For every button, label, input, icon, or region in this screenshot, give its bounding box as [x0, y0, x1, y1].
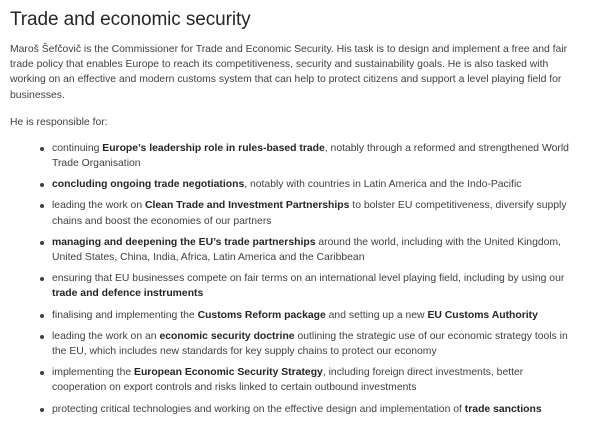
list-item-emphasis: trade and defence instruments: [52, 288, 204, 300]
bullet-icon: [40, 371, 44, 375]
list-item-text: protecting critical technologies and working on the effective design and implementation of: [52, 403, 465, 415]
list-item-emphasis: concluding ongoing trade negotiations: [52, 179, 245, 191]
bullet-icon: [40, 408, 44, 412]
list-item-emphasis: European Economic Security Strategy: [134, 367, 323, 379]
page-title: Trade and economic security: [10, 9, 251, 30]
list-item: [40, 177, 580, 192]
intro-paragraph: Maroš Šefčovič is the Commissioner for Trade and Economic Security. His task is to design and implement a free and fair trade policy that enables Europe to reach its competitiveness, security and sustainability goals. He is also tasked with working on an effective and modern customs system that can help to protect citizens and support a level playing field for businesses.: [10, 44, 568, 101]
list-item-text: to bolster EU competitiveness, diversify supply chains and boost the economies of our partners: [52, 200, 567, 227]
list-item-text: implementing the: [52, 367, 135, 379]
list-item-emphasis: Customs Reform package: [197, 309, 326, 321]
list-item-emphasis: EU Customs Authority: [427, 309, 538, 321]
list-item-text: ensuring that EU businesses compete on fair terms on an international level playing field, including by using our: [52, 273, 565, 285]
list-item-text: , notably through a reformed and strengthened World Trade Organisation: [52, 142, 569, 170]
list-item-emphasis: trade sanctions: [464, 403, 542, 415]
list-item-text: outlining the strategic use of our economic strategy tools in the EU, which includes new standards for key supply chains to protect our economy: [52, 330, 568, 358]
list-item-text: leading the work on: [52, 200, 145, 212]
list-item-text: finalising and implementing the: [52, 309, 198, 321]
list-item: [40, 141, 580, 171]
list-item-text: continuing: [52, 142, 103, 154]
list-item-text: , notably with countries in Latin America and the Indo-Pacific: [244, 179, 522, 191]
list-item-emphasis: Clean Trade and Investment Partnerships: [145, 200, 350, 212]
list-item-text: and setting up a new: [325, 309, 428, 321]
list-item: [40, 365, 580, 395]
bullet-icon: [40, 277, 44, 281]
list-item: [40, 402, 580, 417]
bullet-icon: [40, 335, 44, 339]
list-item-emphasis: managing and deepening the EU’s trade partnerships: [52, 236, 316, 248]
responsibilities-list: [10, 141, 580, 417]
list-item-emphasis: economic security doctrine: [159, 330, 295, 342]
list-item: [40, 198, 580, 228]
bullet-icon: [40, 183, 44, 187]
list-item: [40, 308, 580, 323]
list-item-emphasis: Europe’s leadership role in rules-based trade: [102, 142, 325, 154]
list-item-text: leading the work on an: [52, 330, 160, 342]
list-item: [40, 271, 580, 301]
list-item-text: , including foreign direct investments, better cooperation on export controls and risks linked to certain outbound investments: [52, 367, 524, 394]
list-item: [40, 329, 580, 359]
bullet-icon: [40, 314, 44, 318]
list-item-text: around the world, including with the United Kingdom, United States, China, India, Africa, Latin America and the Caribbean: [52, 236, 561, 264]
list-item: [40, 235, 580, 265]
bullet-icon: [40, 204, 44, 208]
responsibilities-lead: He is responsible for:: [10, 116, 108, 128]
bullet-icon: [40, 147, 44, 151]
bullet-icon: [40, 241, 44, 245]
